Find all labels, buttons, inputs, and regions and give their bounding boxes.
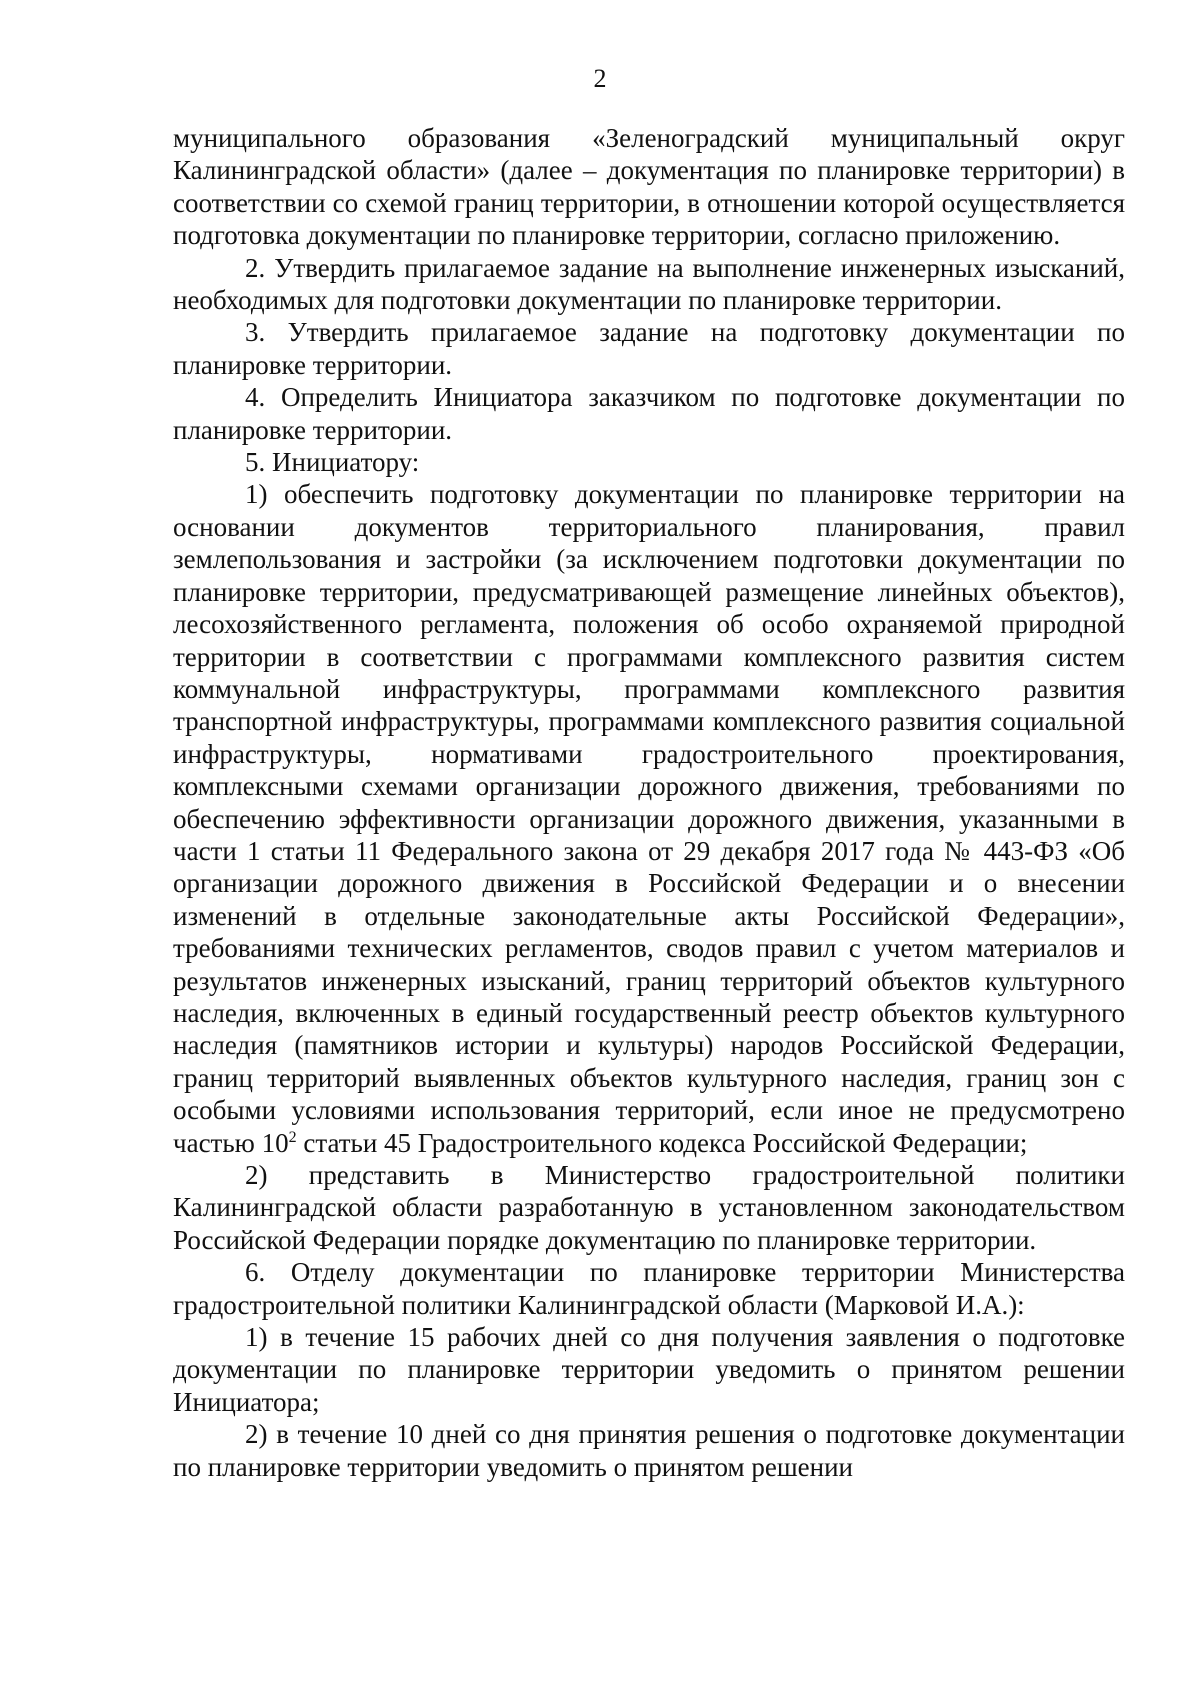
page-number: 2 <box>593 64 607 93</box>
item-number: 2. <box>245 252 266 283</box>
paragraph-text: Инициатору: <box>272 447 420 478</box>
item-number: 5. <box>245 447 266 478</box>
paragraph-continuation <box>173 122 1125 252</box>
paragraph-text: Отделу документации по планировке территории Министерства градостроительной политики Калининградской области (Марковой И.А.): <box>173 1257 1125 1320</box>
paragraph-text: в течение 15 рабочих дней со дня получения заявления о подготовке документации по планировке территории уведомить о принятом решении Инициатора; <box>173 1322 1125 1417</box>
paragraph-text: муниципального образования «Зеленоградский муниципальный округ Калининградской области» (далее – документация по планировке территории) в соответствии со схемой границ территории, в отношении которой осуществляется подготовка документации по планировке территории, согласно приложению. <box>173 123 1125 251</box>
paragraph-item-5 <box>173 446 1125 478</box>
item-number: 2) <box>245 1419 268 1450</box>
paragraph-text: представить в Министерство градостроительной политики Калининградской области разработанную в установленном законодательством Российской Федерации порядке документацию по планировке территории. <box>173 1160 1125 1255</box>
paragraph-text: в течение 10 дней со дня принятия решения о подготовке документации по планировке территории уведомить о принятом решении <box>173 1419 1126 1482</box>
document-body <box>173 122 1125 1483</box>
paragraph-item-4 <box>173 381 1125 446</box>
paragraph-text-end: статьи 45 Градостроительного кодекса Российской Федерации; <box>296 1127 1028 1158</box>
subitem-6-2 <box>173 1418 1125 1483</box>
paragraph-item-2 <box>173 252 1125 317</box>
paragraph-text: обеспечить подготовку документации по планировке территории на основании документов территориального планирования, правил землепользования и застройки (за исключением подготовки документации по планировке территории, предусматривающей размещение линейных объектов), лесохозяйственного регламента, положения об особо охраняемой природной территории в соответствии с программами комплексного развития систем коммунальной инфраструктуры, программами комплексного развития транспортной инфраструктуры, программами комплексного развития социальной инфраструктуры, нормативами градостроительного проектирования, комплексными схемами организации дорожного движения, требованиями по обеспечению эффективности организации дорожного движения, указанными в части 1 статьи 11 Федерального закона от 29 декабря 2017 года № 443-ФЗ «Об организации дорожного движения в Российской Федерации и о внесении изменений в отдельные законодательные акты Российской Федерации», требованиями технических регламентов, сводов правил с учетом материалов и результатов инженерных изысканий, границ территорий объектов культурного наследия, включенных в единый государственный реестр объектов культурного наследия (памятников истории и культуры) народов Российской Федерации, границ территорий выявленных объектов культурного наследия, границ зон с особыми условиями использования территорий, если иное не предусмотрено частью 10 <box>173 479 1126 1158</box>
subitem-5-2 <box>173 1159 1125 1256</box>
item-number: 2) <box>245 1160 268 1190</box>
item-number: 6. <box>245 1257 266 1288</box>
subitem-5-1 <box>173 478 1125 1159</box>
item-number: 3. <box>245 317 266 348</box>
superscript: 2 <box>288 1128 297 1146</box>
paragraph-item-3 <box>173 316 1125 381</box>
paragraph-text: Утвердить прилагаемое задание на выполнение инженерных изысканий, необходимых для подготовки документации по планировке территории. <box>173 252 1126 316</box>
paragraph-text: Утвердить прилагаемое задание на подготовку документации по планировке территории. <box>173 317 1126 380</box>
paragraph-text: Определить Инициатора заказчиком по подготовке документации по планировке территории. <box>173 382 1125 445</box>
item-number: 1) <box>245 479 268 510</box>
item-number: 4. <box>245 382 266 413</box>
paragraph-item-6 <box>173 1256 1125 1321</box>
item-number: 1) <box>245 1322 268 1353</box>
subitem-6-1 <box>173 1321 1125 1418</box>
